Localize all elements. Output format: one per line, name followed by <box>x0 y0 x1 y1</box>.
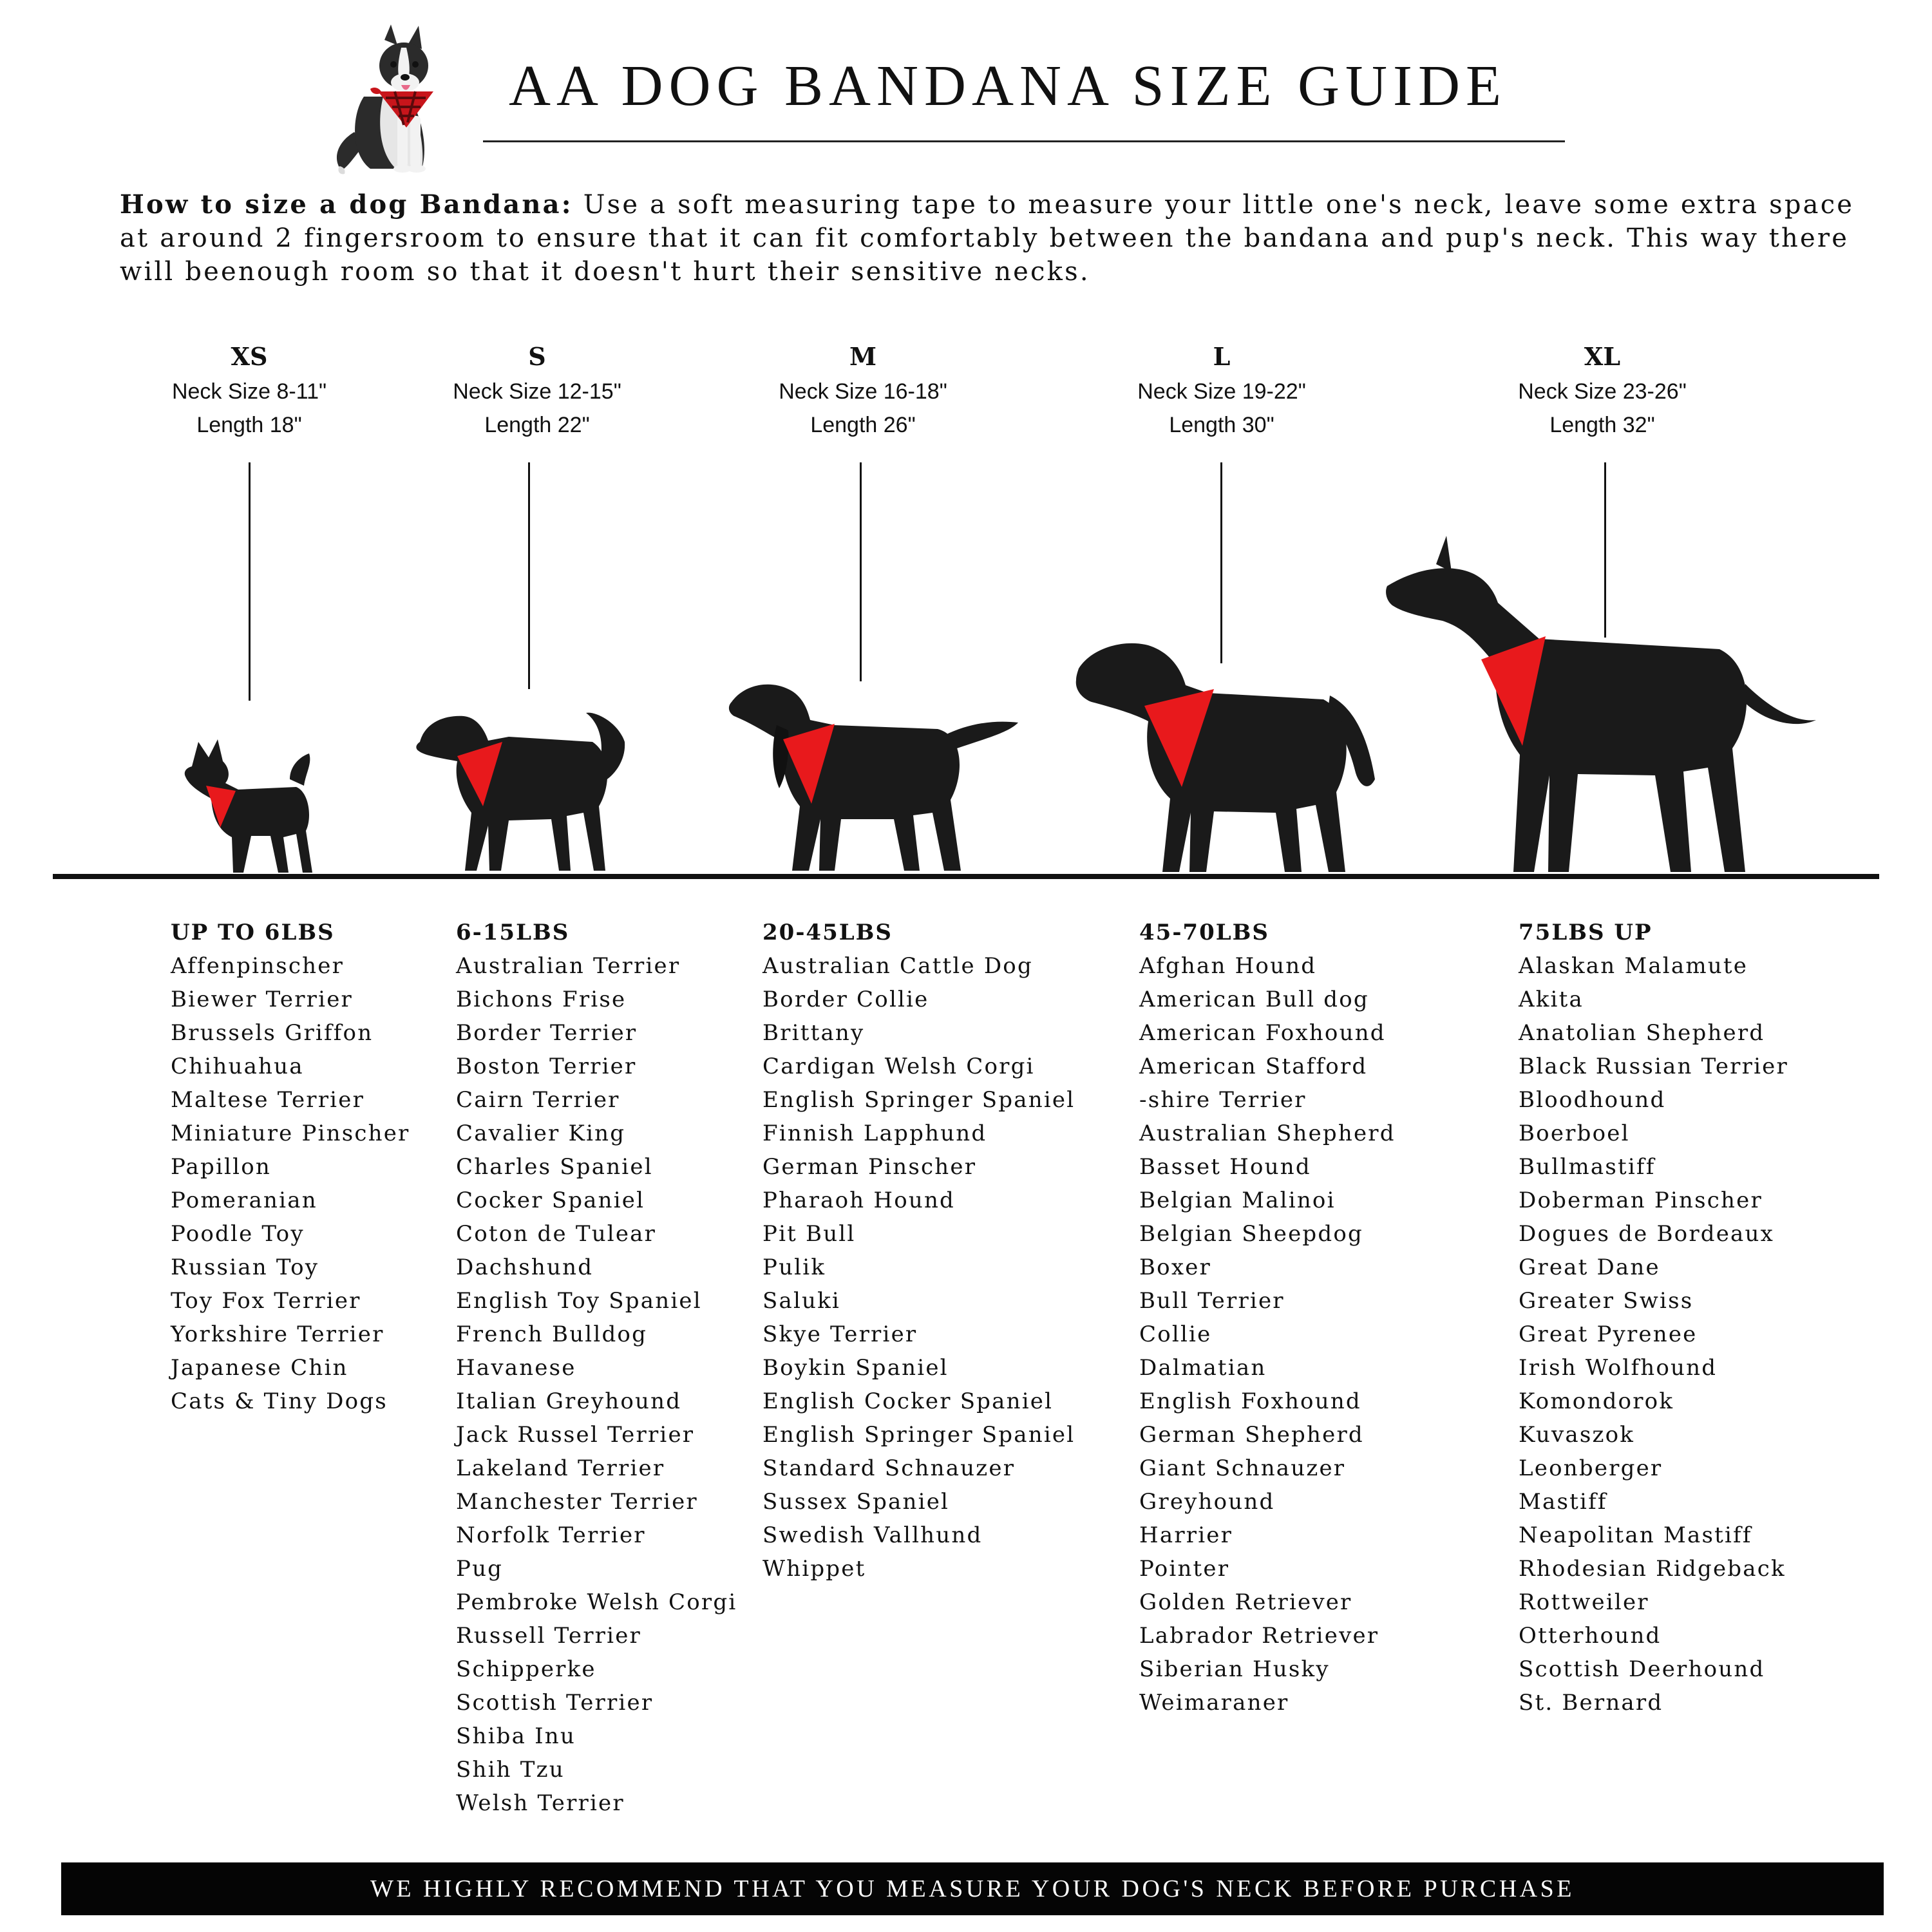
list-item: Border Collie <box>762 987 929 1012</box>
list-item: Australian Terrier <box>456 953 681 979</box>
list-item: Maltese Terrier <box>171 1087 365 1113</box>
breed-column-6-15lbs <box>456 916 737 1820</box>
list-item: Scottish Deerhound <box>1519 1656 1765 1682</box>
list-item: Standard Schnauzer <box>762 1455 1016 1481</box>
breed-list <box>762 949 1075 1586</box>
list-item: Neapolitan Mastiff <box>1519 1522 1752 1548</box>
list-item: Border Terrier <box>456 1020 638 1046</box>
bandana-length: Length 30" <box>1169 413 1274 437</box>
retriever-silhouette-icon <box>1072 631 1394 877</box>
list-item: Yorkshire Terrier <box>171 1321 384 1347</box>
great-dane-silhouette-icon <box>1385 536 1823 877</box>
footer-banner: WE HIGHLY RECOMMEND THAT YOU MEASURE YOUR DOG'S NECK BEFORE PURCHASE <box>61 1862 1884 1915</box>
list-item: English Springer Spaniel <box>762 1422 1075 1448</box>
list-item: German Pinscher <box>762 1154 977 1180</box>
weight-range-label: UP TO 6LBS <box>171 920 335 945</box>
bandana-length: Length 26" <box>810 413 916 437</box>
list-item: Mastiff <box>1519 1489 1607 1515</box>
breed-column-75lbs-up <box>1519 916 1788 1719</box>
sitting-dog-logo-icon <box>325 19 467 177</box>
size-s <box>395 339 679 442</box>
title-divider <box>483 140 1565 142</box>
list-item: Norfolk Terrier <box>456 1522 646 1548</box>
list-item: American Foxhound <box>1139 1020 1386 1046</box>
list-item: Brittany <box>762 1020 865 1046</box>
breed-column-45-70lbs <box>1139 916 1396 1719</box>
list-item: Bull Terrier <box>1139 1288 1285 1314</box>
chihuahua-silhouette-icon <box>180 728 335 877</box>
neck-size: Neck Size 19-22" <box>1137 379 1306 404</box>
sizing-instructions <box>120 188 1884 289</box>
size-m <box>721 339 1005 442</box>
list-item: St. Bernard <box>1519 1690 1663 1716</box>
list-item: Japanese Chin <box>171 1355 348 1381</box>
pointer-line-s <box>528 462 530 689</box>
size-code: S <box>528 342 546 371</box>
bandana-length: Length 32" <box>1549 413 1655 437</box>
list-item: Bichons Frise <box>456 987 627 1012</box>
list-item: German Shepherd <box>1139 1422 1364 1448</box>
instructions-lead: How to size a dog Bandana: <box>120 189 573 220</box>
breed-column-20-45lbs <box>762 916 1075 1586</box>
list-item: Chihuahua <box>171 1054 304 1079</box>
list-item: Coton de Tulear <box>456 1221 657 1247</box>
list-item: Lakeland Terrier <box>456 1455 665 1481</box>
list-item: Greater Swiss <box>1519 1288 1694 1314</box>
breed-list <box>1519 949 1788 1719</box>
list-item: Leonberger <box>1519 1455 1663 1481</box>
list-item: Rottweiler <box>1519 1589 1649 1615</box>
instructions-body: Use a soft measuring tape to measure your little one's neck, leave some extra space at around 2 fingersroom to ensure that it can fit comfortably between the bandana and pup's neck. This way there will beenough room so that it doesn't hurt their sensitive necks. <box>120 190 1855 287</box>
weight-range-label: 45-70LBS <box>1139 920 1269 945</box>
list-item: Biewer Terrier <box>171 987 353 1012</box>
size-code: XS <box>231 342 268 371</box>
list-item: Boxer <box>1139 1255 1212 1280</box>
page-title: AA DOG BANDANA SIZE GUIDE <box>509 54 1507 118</box>
list-item: Siberian Husky <box>1139 1656 1330 1682</box>
list-item: French Bulldog <box>456 1321 648 1347</box>
list-item: American Bull dog <box>1139 987 1369 1012</box>
size-code: XL <box>1584 342 1621 371</box>
list-item: Swedish Vallhund <box>762 1522 983 1548</box>
list-item: Italian Greyhound <box>456 1388 682 1414</box>
list-item: Sussex Spaniel <box>762 1489 950 1515</box>
list-item: Boykin Spaniel <box>762 1355 949 1381</box>
breed-column-up-to-6lbs <box>171 916 410 1418</box>
list-item: Belgian Malinoi <box>1139 1188 1336 1213</box>
breed-list <box>456 949 737 1820</box>
list-item: Pointer <box>1139 1556 1230 1582</box>
list-item: Pomeranian <box>171 1188 317 1213</box>
size-xl <box>1461 339 1744 442</box>
list-item: Otterhound <box>1519 1623 1662 1649</box>
list-item: Scottish Terrier <box>456 1690 654 1716</box>
list-item: Affenpinscher <box>171 953 345 979</box>
list-item: Akita <box>1519 987 1584 1012</box>
size-l <box>1080 339 1363 442</box>
list-item: Anatolian Shepherd <box>1519 1020 1765 1046</box>
list-item: Doberman Pinscher <box>1519 1188 1763 1213</box>
list-item: Saluki <box>762 1288 841 1314</box>
list-item: Welsh Terrier <box>456 1790 625 1816</box>
list-item: Alaskan Malamute <box>1519 953 1748 979</box>
list-item: Boston Terrier <box>456 1054 637 1079</box>
bandana-length: Length 22" <box>484 413 590 437</box>
ground-line <box>53 874 1879 879</box>
list-item: Poodle Toy <box>171 1221 305 1247</box>
neck-size: Neck Size 12-15" <box>453 379 621 404</box>
list-item: Australian Cattle Dog <box>762 953 1033 979</box>
list-item: American Stafford <box>1139 1054 1368 1079</box>
neck-size: Neck Size 23-26" <box>1518 379 1687 404</box>
list-item: Shiba Inu <box>456 1723 576 1749</box>
size-code: L <box>1213 342 1231 371</box>
breed-list <box>1139 949 1396 1719</box>
list-item: Komondorok <box>1519 1388 1674 1414</box>
list-item: Cairn Terrier <box>456 1087 620 1113</box>
list-item: Afghan Hound <box>1139 953 1317 979</box>
list-item: Labrador Retriever <box>1139 1623 1379 1649</box>
size-xs <box>108 339 391 442</box>
size-code: M <box>849 342 877 371</box>
list-item: Shih Tzu <box>456 1757 565 1783</box>
pointer-line-xs <box>249 462 251 701</box>
list-item: Charles Spaniel <box>456 1154 653 1180</box>
list-item: Havanese <box>456 1355 576 1381</box>
list-item: Pit Bull <box>762 1221 856 1247</box>
list-item: Miniature Pinscher <box>171 1121 410 1146</box>
list-item: Dachshund <box>456 1255 594 1280</box>
list-item: Cavalier King <box>456 1121 626 1146</box>
list-item: Pharaoh Hound <box>762 1188 956 1213</box>
list-item: Rhodesian Ridgeback <box>1519 1556 1786 1582</box>
list-item: Toy Fox Terrier <box>171 1288 361 1314</box>
terrier-silhouette-icon <box>412 697 638 876</box>
list-item: Black Russian Terrier <box>1519 1054 1788 1079</box>
list-item: Schipperke <box>456 1656 596 1682</box>
list-item: Whippet <box>762 1556 866 1582</box>
list-item: Dalmatian <box>1139 1355 1267 1381</box>
list-item: English Springer Spaniel <box>762 1087 1075 1113</box>
list-item: Russian Toy <box>171 1255 319 1280</box>
neck-size: Neck Size 16-18" <box>779 379 947 404</box>
list-item: Basset Hound <box>1139 1154 1311 1180</box>
list-item: Great Dane <box>1519 1255 1660 1280</box>
list-item: Belgian Sheepdog <box>1139 1221 1363 1247</box>
list-item: Cardigan Welsh Corgi <box>762 1054 1035 1079</box>
list-item: Giant Schnauzer <box>1139 1455 1346 1481</box>
list-item: Finnish Lapphund <box>762 1121 987 1146</box>
list-item: Great Pyrenee <box>1519 1321 1698 1347</box>
weight-range-label: 75LBS UP <box>1519 920 1653 945</box>
list-item: Russell Terrier <box>456 1623 641 1649</box>
list-item: Boerboel <box>1519 1121 1630 1146</box>
list-item: Collie <box>1139 1321 1212 1347</box>
list-item: Dogues de Bordeaux <box>1519 1221 1774 1247</box>
list-item: Golden Retriever <box>1139 1589 1352 1615</box>
list-item: Brussels Griffon <box>171 1020 374 1046</box>
list-item: English Cocker Spaniel <box>762 1388 1054 1414</box>
pointer-line-m <box>860 462 862 681</box>
list-item: Papillon <box>171 1154 271 1180</box>
bandana-length: Length 18" <box>196 413 302 437</box>
list-item: Jack Russel Terrier <box>456 1422 695 1448</box>
list-item: Greyhound <box>1139 1489 1275 1515</box>
weight-range-label: 6-15LBS <box>456 920 570 945</box>
neck-size: Neck Size 8-11" <box>171 379 327 404</box>
list-item: English Foxhound <box>1139 1388 1361 1414</box>
list-item: Irish Wolfhound <box>1519 1355 1718 1381</box>
list-item: English Toy Spaniel <box>456 1288 702 1314</box>
weight-range-label: 20-45LBS <box>762 920 893 945</box>
list-item: Bloodhound <box>1519 1087 1666 1113</box>
list-item: Manchester Terrier <box>456 1489 698 1515</box>
list-item: Australian Shepherd <box>1139 1121 1396 1146</box>
list-item: Cocker Spaniel <box>456 1188 645 1213</box>
list-item: Pug <box>456 1556 504 1582</box>
list-item: Cats & Tiny Dogs <box>171 1388 388 1414</box>
list-item: Skye Terrier <box>762 1321 918 1347</box>
list-item: -shire Terrier <box>1139 1087 1307 1113</box>
list-item: Weimaraner <box>1139 1690 1289 1716</box>
list-item: Pembroke Welsh Corgi <box>456 1589 737 1615</box>
list-item: Pulik <box>762 1255 826 1280</box>
list-item: Bullmastiff <box>1519 1154 1656 1180</box>
list-item: Harrier <box>1139 1522 1233 1548</box>
list-item: Kuvaszok <box>1519 1422 1635 1448</box>
spaniel-silhouette-icon <box>725 677 1021 877</box>
breed-list <box>171 949 410 1418</box>
